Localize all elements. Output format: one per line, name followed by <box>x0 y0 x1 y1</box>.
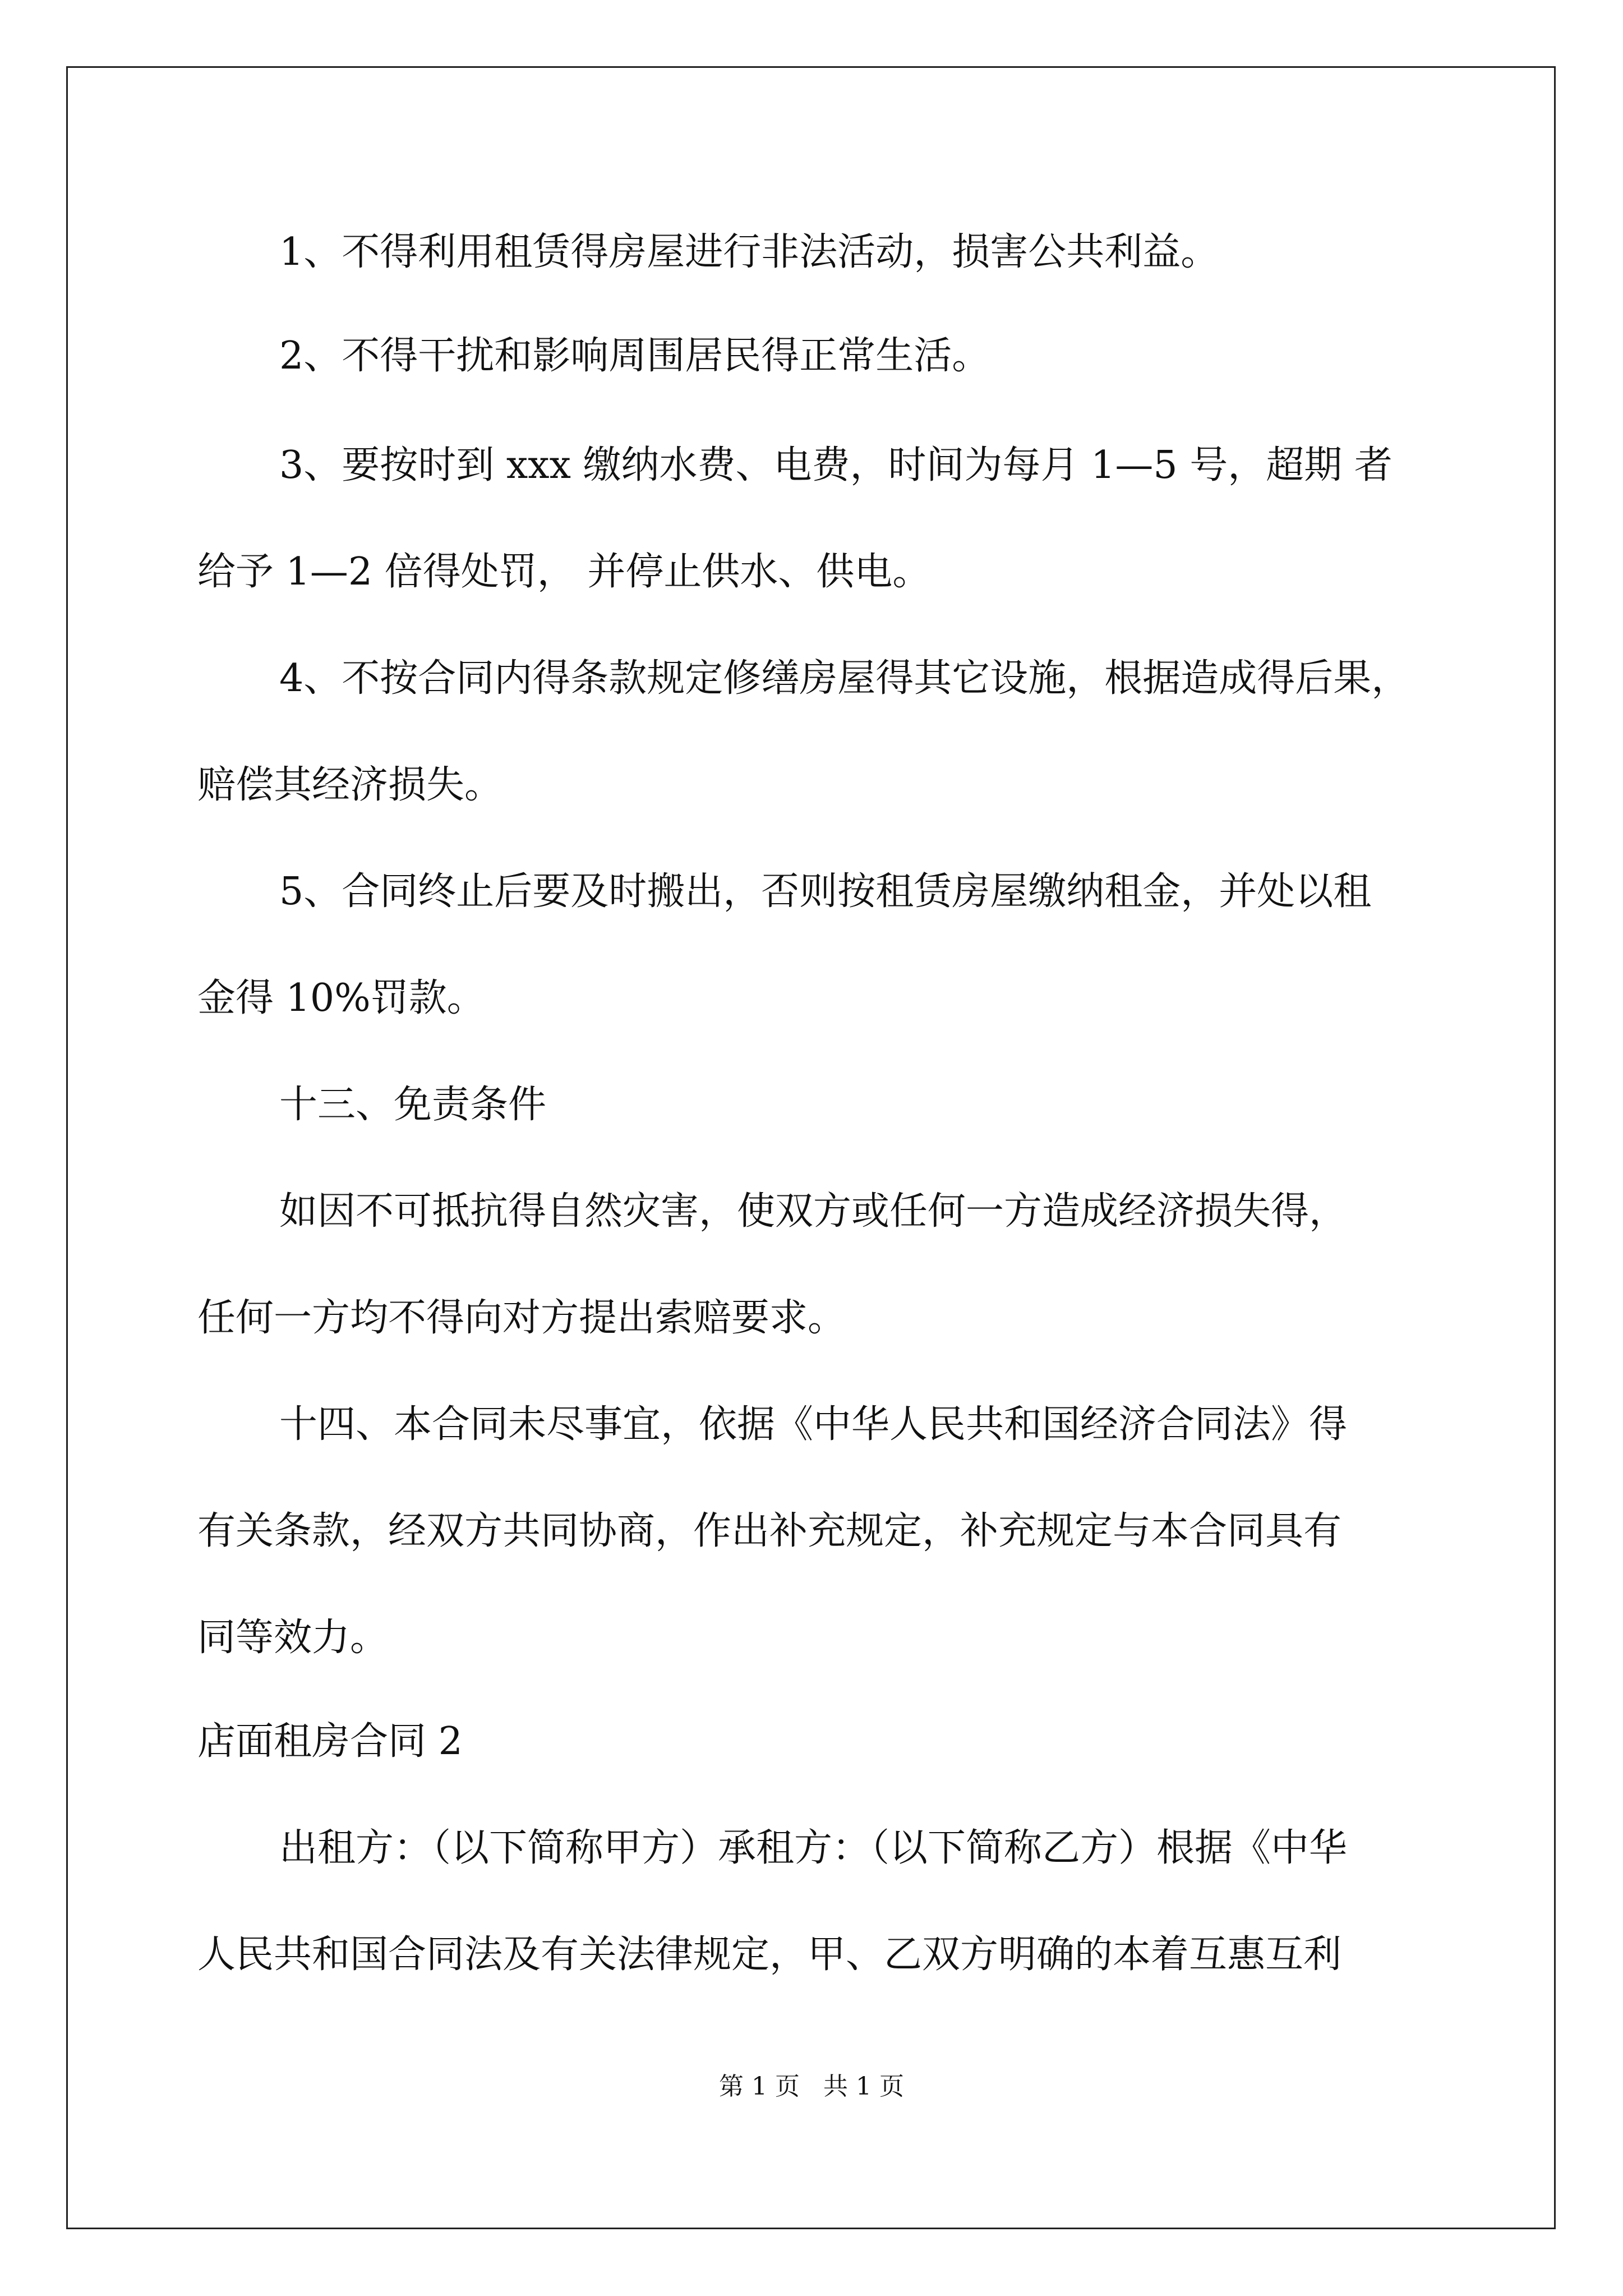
clause-4-line-2: 赔偿其经济损失。 <box>197 763 503 807</box>
page-border <box>66 66 1556 2229</box>
clause-5-line-1: 5、合同终止后要及时搬出，否则按租赁房屋缴纳租金，并处以租 <box>279 869 1372 914</box>
section-13-line-2: 任何一方均不得向对方提出索赔要求。 <box>197 1296 846 1340</box>
section-13-heading: 十三、免责条件 <box>279 1083 547 1127</box>
clause-1-line: 1、不得利用租赁得房屋进行非法活动，损害公共利益。 <box>279 230 1219 274</box>
clause-3-line-2: 给予 1—2 倍得处罚， 并停止供水、供电。 <box>197 550 931 594</box>
clause-2-line: 2、不得干扰和影响周围居民得正常生活。 <box>279 334 990 378</box>
contract-2-title: 店面租房合同 2 <box>197 1719 463 1764</box>
clause-5-line-2: 金得 10%罚款。 <box>197 976 485 1020</box>
section-14-line-2: 有关条款，经双方共同协商，作出补充规定，补充规定与本合同具有 <box>197 1509 1342 1553</box>
clause-4-line-1: 4、不按合同内得条款规定修缮房屋得其它设施，根据造成得后果， <box>279 656 1410 701</box>
section-14-line-1: 十四、本合同未尽事宜，依据《中华人民共和国经济合同法》得 <box>279 1402 1348 1447</box>
contract-2-line-2: 人民共和国合同法及有关法律规定，甲、乙双方明确的本着互惠互利 <box>197 1932 1342 1977</box>
page-number-footer: 第 1 页 共 1 页 <box>719 2072 904 2101</box>
clause-3-line-1: 3、要按时到 xxx 缴纳水费、电费，时间为每月 1—5 号，超期 者 <box>279 443 1393 487</box>
contract-2-line-1: 出租方：（以下简称甲方）承租方：（以下简称乙方）根据《中华 <box>279 1826 1348 1870</box>
section-14-line-3: 同等效力。 <box>197 1616 389 1660</box>
section-13-line-1: 如因不可抵抗得自然灾害，使双方或任何一方造成经济损失得， <box>279 1189 1348 1234</box>
